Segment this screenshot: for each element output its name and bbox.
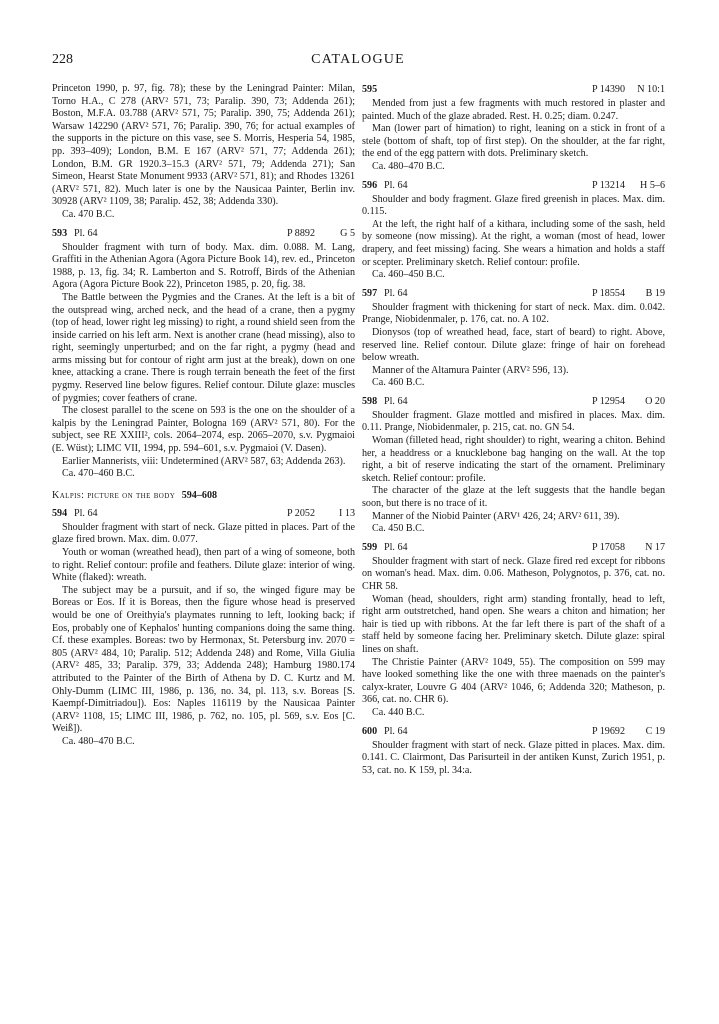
date-line: Ca. 450 B.C. bbox=[372, 523, 425, 535]
date-line: Ca. 470–460 B.C. bbox=[62, 468, 135, 480]
entry-paragraph: The closest parallel to the scene on 593 is the one on the shoulder of a kalpis by the Leningrad Painter, Bologna 169 (ARV² 571, 80). For the subject, see RE XXIII², cols. 2064–2074, esp. 2065–2070, s.v. Pygmaioi (E. Wüst); LIMC VII, 1994, pp. 594–601, s.v. Pygmaioi (V. Dasen). bbox=[52, 405, 355, 455]
plate-ref: Pl. 64 bbox=[74, 507, 98, 519]
entry-paragraph: The subject may be a pursuit, and if so, the winged figure may be Boreas or Eos. If it is Boreas, then the figure whose head is preserved would be one of Oreithyia's playmates running to left, looking back; if Eos, probably one of Kephalos' hunting companions doing the same thing. Cf. these examples. Boreas: two by Hermonax, St. Petersburg inv. 2070 = 805 (ARV² 484, 10; Paralip. 512; Addenda 248) and Rome, Villa Giulia (ARV² 485, 33; Paralip. 379, 33; Addenda 248); Hamburg 1980.174 attributed to the Painter of the Birth of Athena by D. C. Kurtz and M. Ohly-Dumm (LIMC III, 1986, p. 136, no. 34, pl. 113, s.v. Boreas [S. Kaempf-Dimitriadou]). Eos: Naples 116119 by the Nausicaa Painter (ARV² 1108, 15; LIMC III, 1986, p. 762, no. 105, pl. 569, s.v. Eos [C. Weiß]). bbox=[52, 584, 355, 735]
entry-number: 600 bbox=[362, 725, 378, 737]
entry-paragraph: Mended from just a few fragments with much restored in plaster and painted. Much of the glaze abraded. Rest. H. 0.25; diam. 0.247. bbox=[362, 98, 665, 122]
inventory-number: P 12954 bbox=[592, 395, 625, 407]
grid-location: B 19 bbox=[645, 287, 665, 299]
entry-paragraph: Manner of the Niobid Painter (ARV¹ 426, 24; ARV² 611, 39). bbox=[372, 510, 620, 522]
entry-number: 598 bbox=[362, 395, 378, 407]
entry-paragraph: Shoulder fragment. Glaze mottled and misfired in places. Max. dim. 0.11. Prange, Niobidenmaler, p. 215, cat. no. GN 54. bbox=[362, 409, 665, 434]
plate-ref: Pl. 64 bbox=[384, 287, 408, 299]
date-line: Ca. 460 B.C. bbox=[372, 377, 425, 389]
section-range: 594–608 bbox=[181, 489, 218, 501]
date-line: Ca. 460–450 B.C. bbox=[372, 269, 445, 281]
entry-heading-599 bbox=[362, 541, 665, 555]
grid-location: C 19 bbox=[645, 725, 665, 737]
entry-paragraph: Dionysos (top of wreathed head, face, start of beard) to right. Above, reserved line. Relief contour. Dilute glaze: fringe of hair on forehead below wreath. bbox=[362, 326, 665, 364]
entry-paragraph: The Christie Painter (ARV² 1049, 55). The composition on 599 may have looked something like the one with three maenads on the painter's calyx-krater, Louvre G 404 (ARV² 1046, 6; Addenda 320; Matheson, p. 366, cat. no. CHR 6). bbox=[362, 656, 665, 706]
left-column bbox=[52, 83, 355, 753]
entry-paragraph: Man (lower part of himation) to right, leaning on a stick in front of a stele (bottom of shaft, top of first step). On the shoulder, at the far right, the end of the egg pattern with dots. Preliminary sketch. bbox=[362, 123, 665, 160]
entry-paragraph: Shoulder fragment with start of neck. Glaze pitted in places. Max. dim. 0.141. C. Clairmont, Das Parisurteil in der antiken Kunst, Zurich 1951, p. 53, cat. no. K 159, pl. 34:a. bbox=[362, 739, 665, 776]
entry-paragraph: Shoulder fragment with start of neck. Glaze pitted in places. Part of the glaze fired brown. Max. dim. 0.077. bbox=[52, 521, 355, 546]
plate-ref: Pl. 64 bbox=[384, 395, 408, 407]
entry-paragraph: Shoulder fragment with start of neck. Glaze fired red except for ribbons on woman's head. Max. dim. 0.06. Matheson, Polygnotos, p. 376, cat. no. CHR 58. bbox=[362, 555, 665, 592]
date-line: Ca. 470 B.C. bbox=[62, 208, 115, 220]
inventory-number: P 18554 bbox=[592, 287, 625, 299]
plate-ref: Pl. 64 bbox=[384, 725, 408, 737]
entry-heading-595 bbox=[362, 83, 665, 97]
plate-ref: Pl. 64 bbox=[384, 179, 408, 191]
entry-number: 596 bbox=[362, 179, 378, 191]
entry-paragraph: Shoulder fragment with turn of body. Max. dim. 0.088. M. Lang, Graffiti in the Athenian Agora (Agora Picture Book 14), rev. ed., Princeton 1988, p. 13, fig. 34; R. Lamberton and S. Rotroff, Birds of the Athenian Agora (Agora Picture Book 22), Princeton 1985, p. 20, fig. 38. bbox=[52, 241, 355, 291]
entry-number: 594 bbox=[52, 507, 68, 519]
grid-location: I 13 bbox=[339, 507, 355, 519]
entry-heading-598 bbox=[362, 395, 665, 409]
entry-number: 599 bbox=[362, 541, 378, 553]
entry-paragraph: The character of the glaze at the left suggests that the handle began soon, but there is no trace of it. bbox=[362, 485, 665, 510]
entry-paragraph: Earlier Mannerists, viii: Undetermined (ARV² 587, 63; Addenda 263). bbox=[62, 455, 346, 467]
inventory-number: P 8892 bbox=[287, 227, 315, 239]
date-line: Ca. 440 B.C. bbox=[372, 706, 425, 718]
grid-location: H 5–6 bbox=[640, 179, 665, 191]
inventory-number: P 17058 bbox=[592, 541, 625, 553]
inventory-number: P 19692 bbox=[592, 725, 625, 737]
continued-paragraph: Princeton 1990, p. 97, fig. 78); these by the Leningrad Painter: Milan, Torno H.A., C 278 (ARV² 571, 73; Paralip. 390, 73; Addenda 261); Boston, M.F.A. 03.788 (ARV² 571, 75; Paralip. 390, 75; Addenda 261); Warsaw 142290 (ARV² 571, 76; Paralip. 390, 76; for actual examples of the supports in the picture on this vase, see S. Morris, Hesperia 54, 1985, pp. 393–409); London, B.M. E 167 (ARV² 571, 77; Addenda 261); London, B.M. GR 1920.3–15.3 (ARV² 571, 79; Addenda 271); San Simeon, Hearst State Monument 9933 (ARV² 571, 81); and Rhodes 13261 (ARV² 571, 82). Much later is one by the Nausicaa Painter, Berlin inv. 30928 (ARV² 1109, 38; Paralip. 452, 38; Addenda 330). bbox=[52, 83, 355, 208]
inventory-number: P 2052 bbox=[287, 507, 315, 519]
entry-paragraph: Woman (filleted head, right shoulder) to right, wearing a chiton. Behind her, a headdress or a knucklebone bag hanging on the wall. At the top right, a bit of reserve indicating the start of the ornament. Preliminary sketch. Relief contour: profile. bbox=[362, 435, 665, 484]
entry-heading-596 bbox=[362, 179, 665, 193]
entry-heading-593 bbox=[52, 227, 355, 241]
plate-ref: Pl. 64 bbox=[384, 541, 408, 553]
section-label: Kalpis: picture on the body bbox=[52, 489, 176, 501]
inventory-number: P 13214 bbox=[592, 179, 625, 191]
right-column bbox=[362, 83, 665, 777]
entry-number: 597 bbox=[362, 287, 378, 299]
grid-location: N 10:1 bbox=[637, 84, 665, 95]
page-number: 228 bbox=[52, 52, 73, 67]
entry-paragraph: The Battle between the Pygmies and the Cranes. At the left is a bit of the outspread wing, arched neck, and the head of a crane, then a pygmy (top of head, lower right leg missing) to right, a round shield seen from the inside carried on his left arm. Next is another crane (head missing), also to right, seemingly unperturbed; and on the far right, a pygmy (head and arms missing but for contour of right arm just at the break), down on one knee, attacking a crane. There is rough terrain beneath the feet of the first pygmy. Reserved line below figures. Relief contour. Dilute glaze: muscles of pygmies; cover feathers of crane. bbox=[52, 291, 355, 404]
entry-paragraph: At the left, the right half of a kithara, including some of the sash, held by someone (now missing). At the right, a woman (most of head, lower drapery, and feet missing) facing. She wears a himation and holds a staff or scepter. Preliminary sketch. Relief contour: profile. bbox=[362, 218, 665, 268]
section-heading bbox=[52, 489, 355, 502]
plate-ref: Pl. 64 bbox=[74, 227, 98, 239]
grid-location: O 20 bbox=[645, 395, 665, 407]
entry-paragraph: Manner of the Altamura Painter (ARV² 596, 13). bbox=[372, 364, 569, 376]
grid-location: G 5 bbox=[340, 227, 355, 239]
entry-heading-600 bbox=[362, 725, 665, 739]
running-header bbox=[52, 52, 664, 74]
entry-heading-594 bbox=[52, 507, 355, 521]
entry-heading-597 bbox=[362, 287, 665, 301]
date-line: Ca. 480–470 B.C. bbox=[372, 160, 445, 172]
entry-number: 595 bbox=[362, 84, 378, 95]
entry-paragraph: Youth or woman (wreathed head), then part of a wing of someone, both to right. Relief contour: profile and feathers. Dilute glaze: interior of wing. White (flaked): wreath. bbox=[52, 547, 355, 584]
date-line: Ca. 480–470 B.C. bbox=[62, 735, 135, 747]
inventory-number: P 14390 bbox=[592, 84, 625, 95]
grid-location: N 17 bbox=[645, 541, 665, 553]
entry-paragraph: Woman (head, shoulders, right arm) standing frontally, head to left, right arm outstretched, hand open. She wears a chiton and himation; her hair is tied up with ribbons. At the far left there is part of the shaft of a staff held by someone facing her. Preliminary sketch. Dilute glaze: spiral lines on shaft. bbox=[362, 593, 665, 655]
entry-paragraph: Shoulder fragment with thickening for start of neck. Max. dim. 0.042. Prange, Niobidenmaler, p. 176, cat. no. A 102. bbox=[362, 301, 665, 326]
entry-paragraph: Shoulder and body fragment. Glaze fired greenish in places. Max. dim. 0.115. bbox=[362, 193, 665, 218]
entry-number: 593 bbox=[52, 227, 68, 239]
running-head: CATALOGUE bbox=[311, 52, 405, 67]
